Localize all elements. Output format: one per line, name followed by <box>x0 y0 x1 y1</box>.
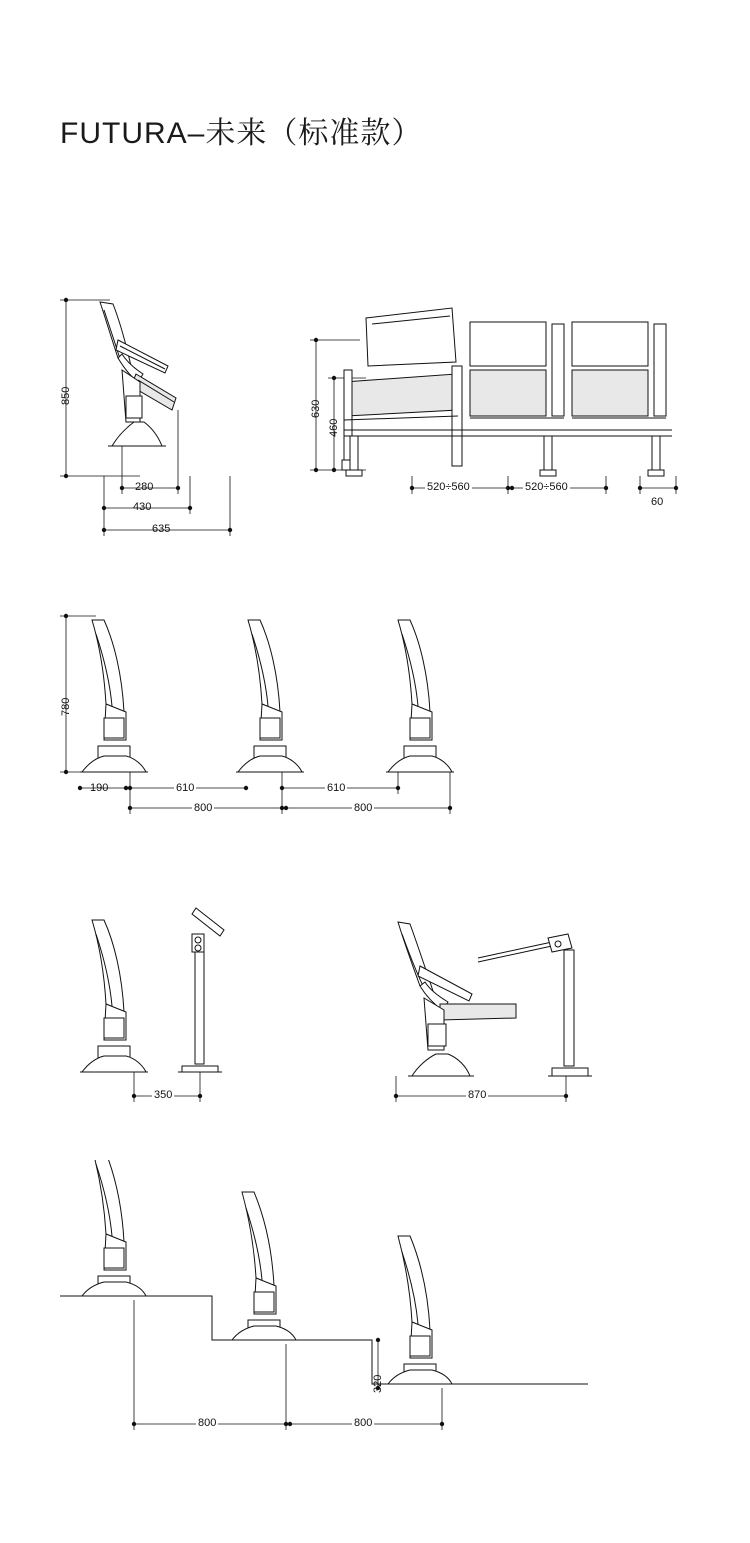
dim-label-635: 635 <box>152 523 171 535</box>
dim-label-520-560-a: 520÷560 <box>427 481 470 493</box>
dim-label-800-b: 800 <box>354 802 373 814</box>
dim-label-850: 850 <box>60 386 72 405</box>
dim-label-320: 320 <box>372 1374 384 1393</box>
dim-label-780: 780 <box>60 697 72 716</box>
dim-800-800 <box>128 806 452 810</box>
dim-label-430: 430 <box>133 501 152 513</box>
dim-label-350: 350 <box>154 1089 173 1101</box>
stepped-seat-3 <box>388 1236 452 1384</box>
folded-seat-1 <box>80 620 148 772</box>
dim-label-800-step-a: 800 <box>198 1417 217 1429</box>
section-2-drawings <box>0 600 750 830</box>
section-4-drawings <box>0 1160 750 1460</box>
tablet-post-folded <box>178 908 224 1072</box>
dim-190-610 <box>78 786 400 790</box>
open-seat-with-tablet <box>398 922 516 1076</box>
dim-label-60: 60 <box>651 496 664 508</box>
dim-label-800-a: 800 <box>194 802 213 814</box>
dim-label-870: 870 <box>468 1089 487 1101</box>
dim-label-610-a: 610 <box>176 782 195 794</box>
dim-label-610-b: 610 <box>327 782 346 794</box>
dim-label-630: 630 <box>310 399 322 418</box>
stepped-floor-profile <box>60 1296 588 1384</box>
dim-label-190: 190 <box>90 782 109 794</box>
chair-side-view <box>100 302 176 446</box>
dim-label-280: 280 <box>135 481 154 493</box>
folded-seat-with-tablet <box>80 920 148 1072</box>
folded-seat-3 <box>386 620 454 772</box>
dim-800-stepped <box>132 1300 444 1430</box>
stepped-seat-1 <box>82 1160 146 1296</box>
stepped-seat-2 <box>232 1192 296 1340</box>
dim-label-520-560-b: 520÷560 <box>525 481 568 493</box>
section-1-drawings <box>0 270 750 560</box>
dim-label-460: 460 <box>328 418 340 437</box>
folded-seat-2 <box>236 620 304 772</box>
page-title: FUTURA–未来（标准款） <box>60 117 423 150</box>
section-3-drawings <box>0 900 750 1120</box>
front-row-view <box>310 308 672 476</box>
dim-label-800-step-b: 800 <box>354 1417 373 1429</box>
